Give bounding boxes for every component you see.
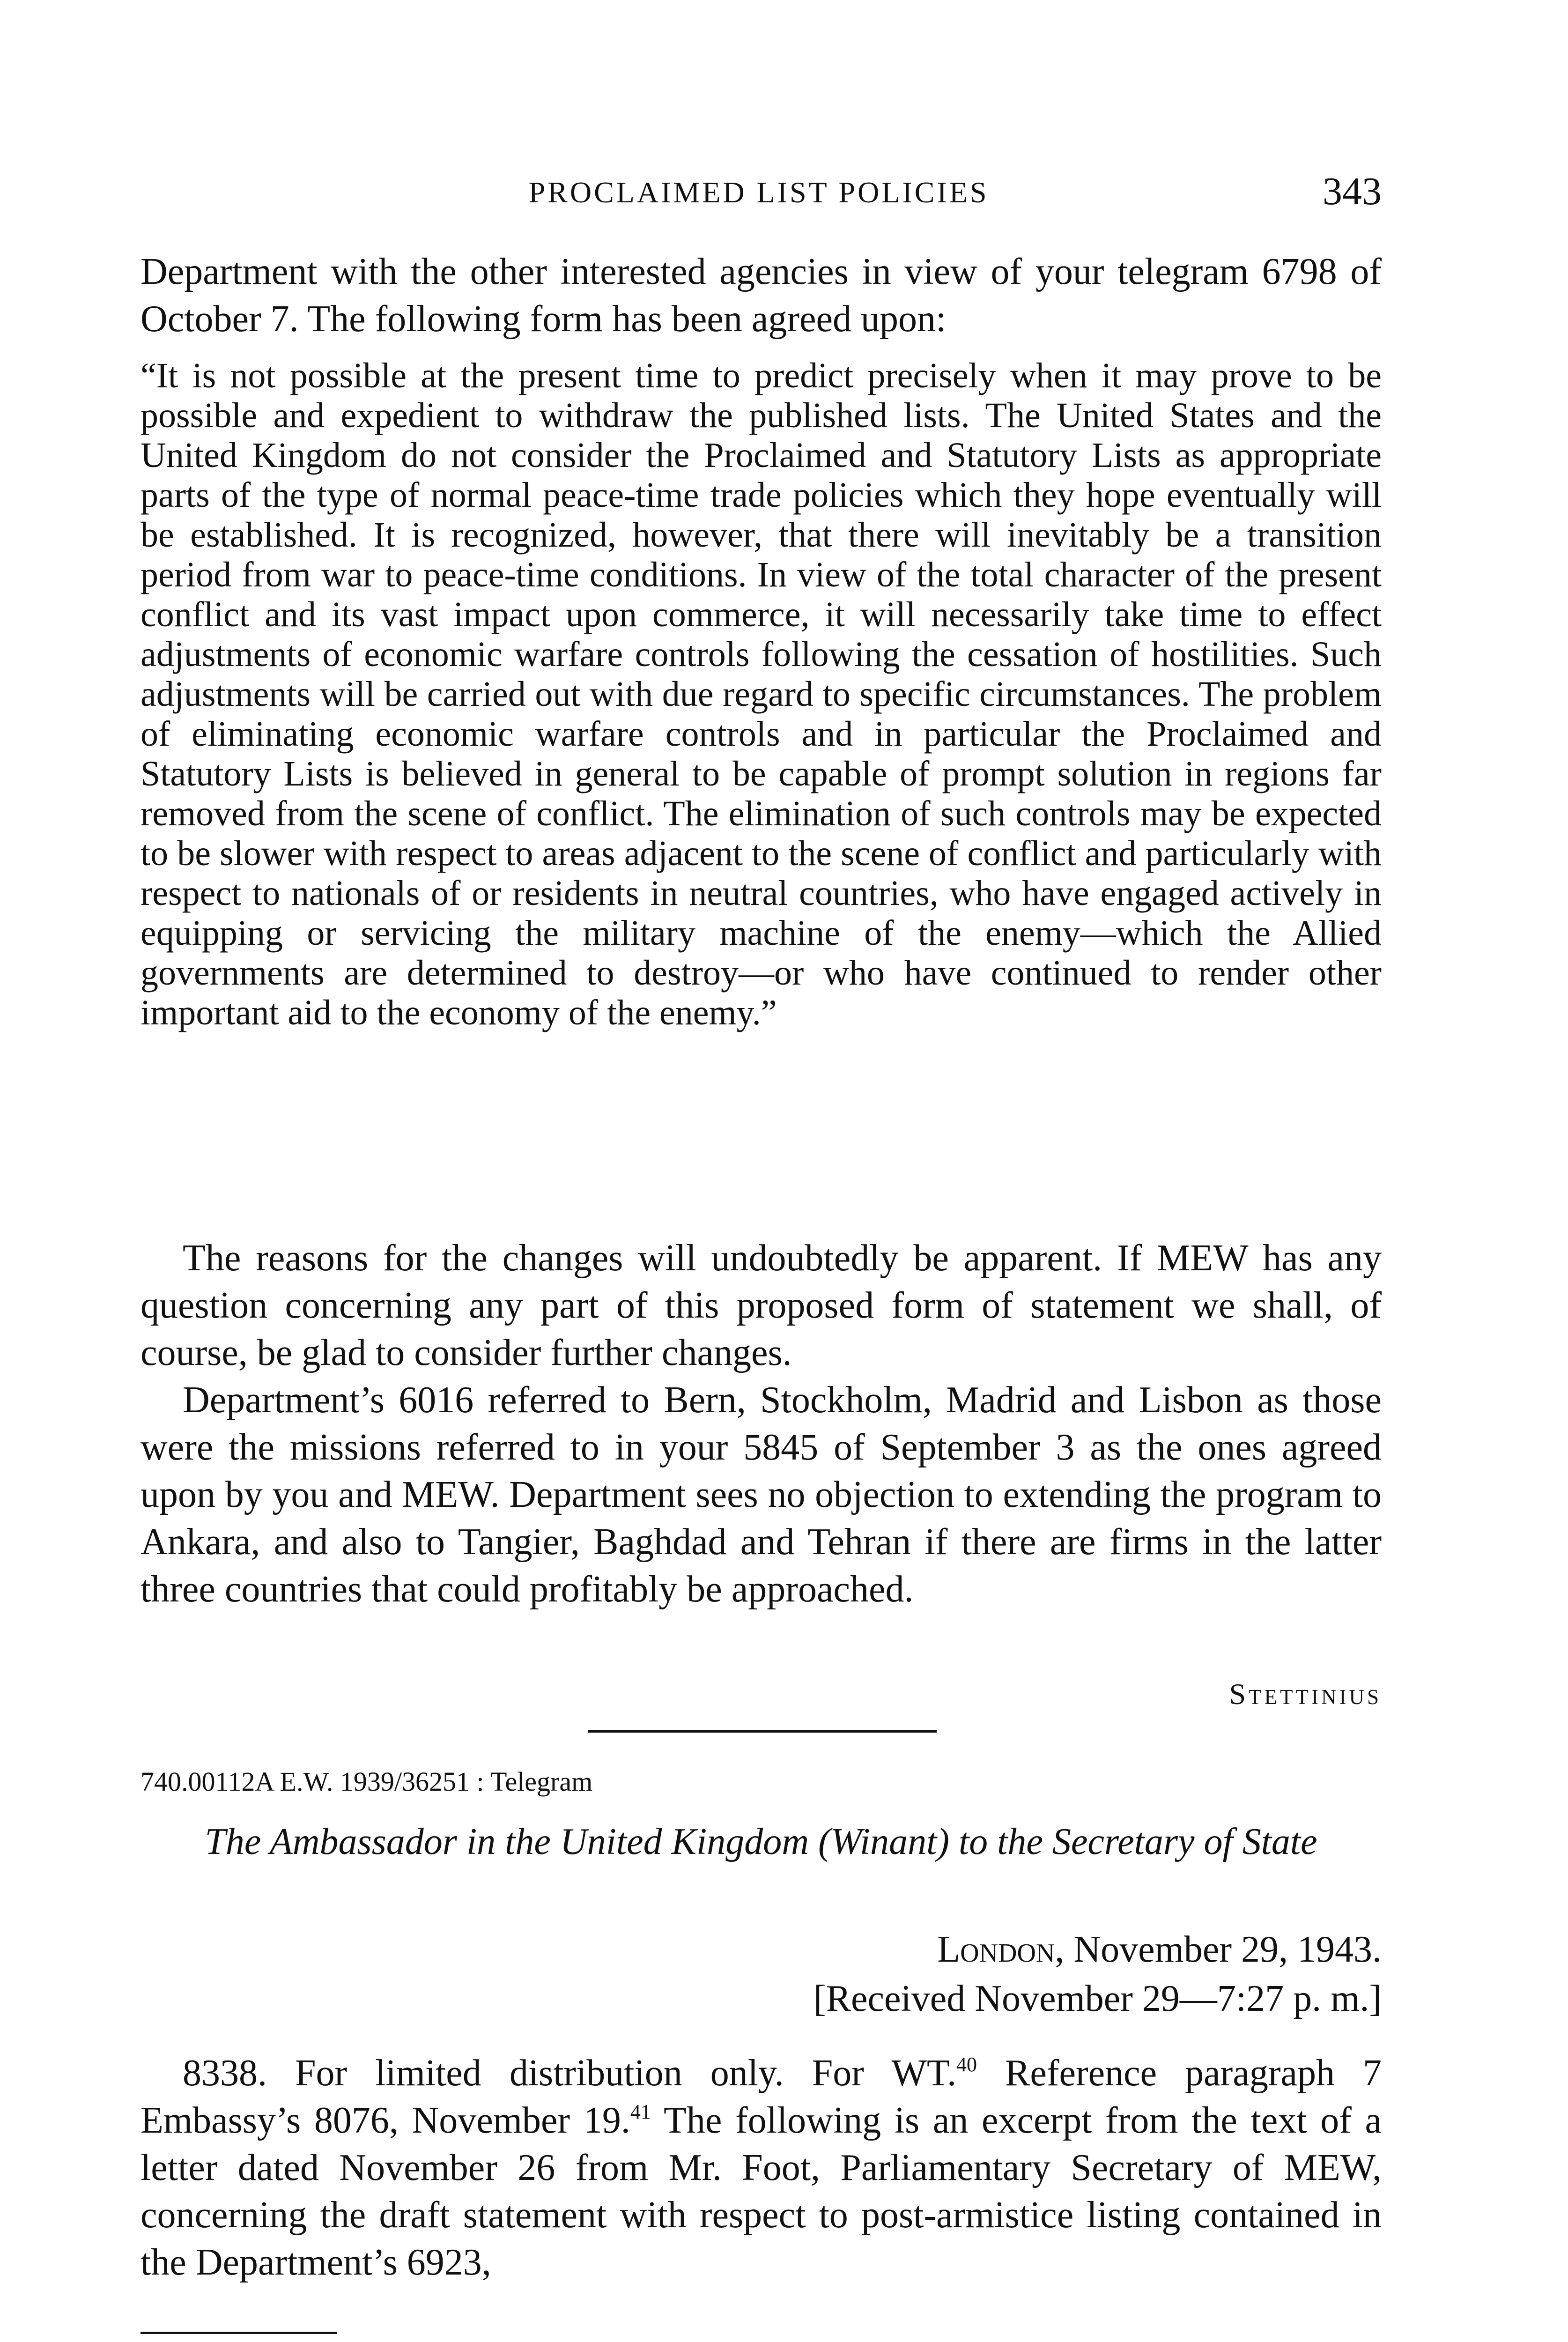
place-date-line (445, 1925, 1382, 1974)
running-title: PROCLAIMED LIST POLICIES (528, 176, 989, 209)
page-header (136, 169, 1382, 220)
date-text: , November 29, 1943. (1055, 1929, 1382, 1970)
paragraph-reasons: The reasons for the changes will undoubtedly be apparent. If MEW has any question concerning any part of this proposed form of statement we shall, of course, be glad to consider further changes. (141, 1238, 1382, 1373)
place-name: London (937, 1929, 1055, 1970)
telegram-text-3: The following is an excerpt from the text of a letter dated November 26 from Mr. Foot, Parliamentary Secretary of MEW, concerning the draft statement with respect to post-armistice listing contained in the Department’s 6923, (141, 2100, 1382, 2283)
document-reference: 740.00112A E.W. 1939/36251 : Telegram (141, 1766, 593, 1797)
footnote-divider (141, 2332, 337, 2334)
signature: Stettinius (1229, 1677, 1382, 1711)
telegram-block (141, 2050, 1382, 2286)
paragraph-missions: Department’s 6016 referred to Bern, Stockholm, Madrid and Lisbon as those were the missions referred to in your 5845 of September 3 as the ones agreed upon by you and MEW. Department sees no objection to extending the program to Ankara, and also to Tangier, Baghdad and Tehran if there are firms in the latter three countries that could profitably be approached. (141, 1379, 1382, 1610)
telegram-paragraph (141, 2050, 1382, 2286)
section-divider (588, 1730, 937, 1733)
telegram-text-2: Reference paragraph 7 Embassy’s 8076, November 19. (141, 2053, 1382, 2141)
document-title: The Ambassador in the United Kingdom (Winant) to the Secretary of State (205, 1821, 1317, 1862)
continuation-paragraph: Department with the other interested agencies in view of your telegram 6798 of October 7. The following form has been agreed upon: (141, 251, 1382, 340)
footnote-ref-41: 41 (630, 2100, 651, 2123)
paragraph-block (141, 1235, 1382, 1613)
quoted-statement: “It is not possible at the present time to predict precisely when it may prove to be possible and expedient to withdraw the published lists. The United States and the United Kingdom do not consider the Proclaimed and Statutory Lists as appropriate parts of the type of normal peace-time trade policies which they hope eventually will be established. It is recognized, however, that there will inevitably be a transition period from war to peace-time conditions. In view of the total character of the present conflict and its vast impact upon commerce, it will necessarily take time to effect adjustments of economic warfare controls following the cessation of hostilities. Such adjustments will be carried out with due regard to specific circumstances. The problem of eliminating economic warfare controls and in particular the Proclaimed and Statutory Lists is believed in general to be capable of prompt solution in regions far removed from the scene of conflict. The elimination of such controls may be expected to be slower with respect to areas adjacent to the scene of conflict and particularly with respect to nationals of or residents in neutral countries, who have engaged actively in equipping or servicing the military machine of the enemy—which the Allied governments are determined to destroy—or who have continued to render other important aid to the economy of the enemy.” (141, 356, 1382, 1032)
telegram-text-1: 8338. For limited distribution only. For WT. (183, 2053, 956, 2094)
page-number: 343 (1323, 170, 1382, 213)
dateline (445, 1925, 1382, 2023)
footnote-ref-40: 40 (956, 2053, 977, 2076)
continuation-block (141, 248, 1382, 343)
received-line: [Received November 29—7:27 p. m.] (813, 1978, 1382, 2019)
